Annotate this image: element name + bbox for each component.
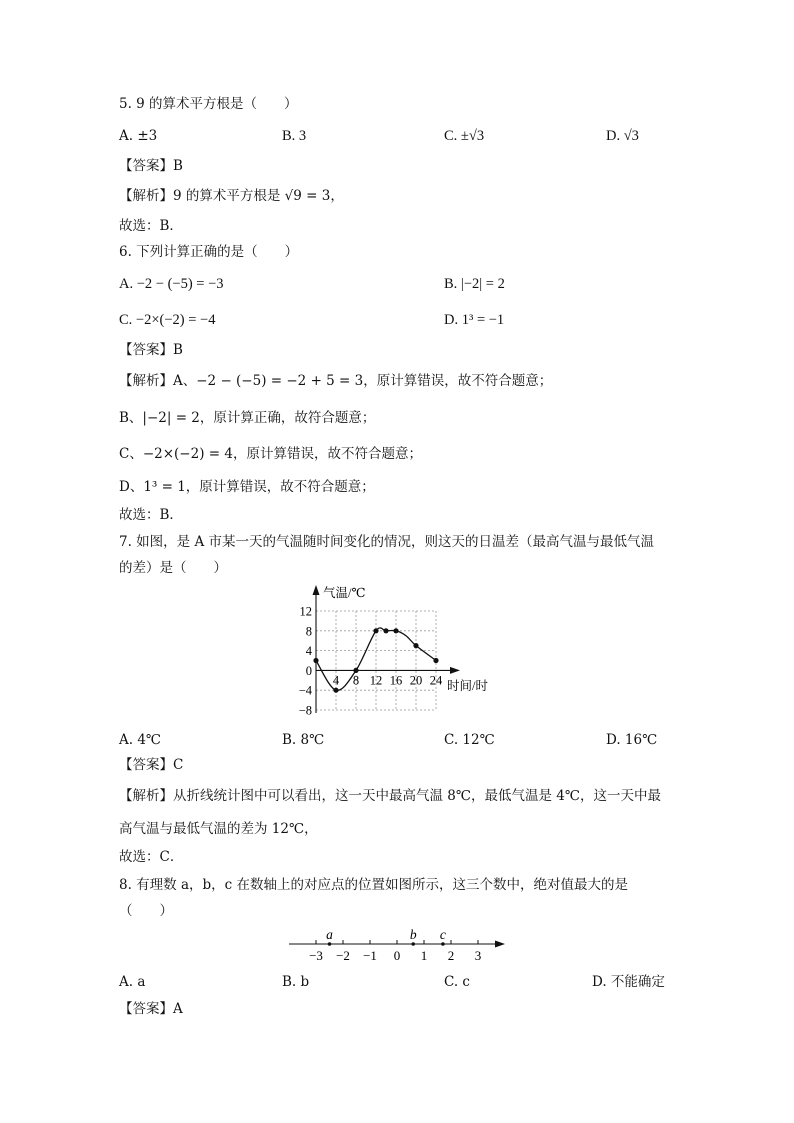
y-tick-label: 12 xyxy=(299,604,312,619)
y-axis-label: 气温/℃ xyxy=(323,586,366,600)
y-axis-arrow xyxy=(313,585,320,595)
q6-conclusion: 故选：B． xyxy=(119,507,183,523)
q5-option-a: A. ±3 xyxy=(119,128,158,144)
x-tick-label: 4 xyxy=(332,673,340,688)
number-line-arrow xyxy=(495,941,505,948)
q7-option-c: C. 12℃ xyxy=(444,732,495,748)
number-line-ticks xyxy=(309,940,481,963)
point-label-b: b xyxy=(409,927,417,942)
number-line-tick-label: 3 xyxy=(474,948,482,963)
q8-stem-line1: 8. 有理数 a，b，c 在数轴上的对应点的位置如图所示，这三个数中，绝对值最大的是 xyxy=(119,877,629,893)
number-line-tick-label: −3 xyxy=(309,948,323,963)
x-axis-arrow xyxy=(450,667,460,674)
q7-analysis-line2: 高气温与最低气温的差为 12℃， xyxy=(119,821,318,837)
q7-option-d: D. 16℃ xyxy=(606,732,658,748)
number-line-tick-label: −2 xyxy=(336,948,350,963)
q7-analysis-line1: 【解析】从折线统计图中可以看出，这一天中最高气温 8℃，最低气温是 4℃，这一天中最 xyxy=(119,788,661,804)
q5-analysis: 【解析】9 的算术平方根是 √9 = 3， xyxy=(119,188,344,204)
point-a xyxy=(328,942,332,946)
y-tick-label: 4 xyxy=(305,644,312,659)
q8-stem-line2: （ ） xyxy=(119,903,173,919)
q6-analysis-c: C、−2×(−2) = 4，原计算错误，故不符合题意； xyxy=(119,446,422,462)
q5-stem: 5. 9 的算术平方根是（ ） xyxy=(119,96,298,112)
number-line-points xyxy=(326,927,446,946)
data-point xyxy=(353,668,358,673)
q6-analysis-b: B、|−2| = 2，原计算正确，故符合题意； xyxy=(119,410,376,426)
q6-answer: 【答案】B xyxy=(119,342,183,358)
data-point xyxy=(313,658,318,663)
q8-option-b: B. b xyxy=(282,974,310,990)
data-point xyxy=(333,688,338,693)
q8-option-d: D. 不能确定 xyxy=(592,974,665,990)
q6-analysis-d: D、1³ = 1，原计算错误，故不符合题意； xyxy=(119,479,375,495)
q8-option-c: C. c xyxy=(444,974,470,990)
q7-option-b: B. 8℃ xyxy=(282,732,325,748)
chart-axes xyxy=(313,585,461,713)
q7-option-a: A. 4℃ xyxy=(119,732,162,748)
point-label-a: a xyxy=(326,927,333,942)
x-tick-label: 12 xyxy=(369,673,383,688)
q7-stem-line1: 7. 如图，是 A 市某一天的气温随时间变化的情况，则这天的日温差（最高气温与最低气温 xyxy=(119,534,655,550)
data-point xyxy=(383,628,388,633)
data-point xyxy=(393,628,398,633)
number-line-tick-label: 0 xyxy=(393,948,401,963)
y-tick-labels xyxy=(299,605,313,718)
q8-option-a: A. a xyxy=(119,974,146,990)
number-line-figure xyxy=(285,926,510,966)
q5-option-c: C. ±√3 xyxy=(444,128,485,144)
data-point xyxy=(433,658,438,663)
point-c xyxy=(441,942,445,946)
q8-answer: 【答案】A xyxy=(119,1001,183,1017)
point-b xyxy=(411,942,415,946)
x-tick-label: 20 xyxy=(409,673,423,688)
q6-analysis-a: 【解析】A、−2 − (−5) = −2 + 5 = 3，原计算错误，故不符合题意； xyxy=(119,373,553,389)
q5-conclusion: 故选：B． xyxy=(119,218,183,234)
q7-stem-line2: 的差）是（ ） xyxy=(119,560,227,576)
q6-option-a: A. −2 − (−5) = −3 xyxy=(119,276,224,292)
y-tick-label: 0 xyxy=(305,663,312,678)
y-tick-label: −8 xyxy=(298,703,312,718)
q5-answer: 【答案】B xyxy=(119,158,183,174)
number-line-tick-label: 1 xyxy=(420,948,428,963)
x-tick-label: 8 xyxy=(352,673,360,688)
q5-option-b: B. 3 xyxy=(282,128,307,144)
x-tick-label: 16 xyxy=(389,673,403,688)
x-axis-label: 时间/时 xyxy=(447,679,488,693)
number-line-tick-label: 2 xyxy=(447,948,455,963)
y-tick-label: −4 xyxy=(298,683,312,698)
q6-option-c: C. −2×(−2) = −4 xyxy=(119,312,216,328)
chart-grid xyxy=(316,611,436,710)
x-tick-label: 24 xyxy=(429,673,443,688)
number-line-tick-label: −1 xyxy=(363,948,377,963)
q6-option-b: B. |−2| = 2 xyxy=(444,276,505,292)
q7-answer: 【答案】C xyxy=(119,757,184,773)
q6-option-d: D. 1³ = −1 xyxy=(444,312,505,328)
q7-conclusion: 故选：C． xyxy=(119,849,184,865)
data-point xyxy=(413,643,418,648)
data-point xyxy=(373,628,378,633)
q5-option-d: D. √3 xyxy=(606,128,639,144)
temperature-line-chart xyxy=(290,582,510,722)
point-label-c: c xyxy=(439,927,446,942)
y-tick-label: 8 xyxy=(305,624,312,639)
q6-stem: 6. 下列计算正确的是（ ） xyxy=(119,244,299,260)
